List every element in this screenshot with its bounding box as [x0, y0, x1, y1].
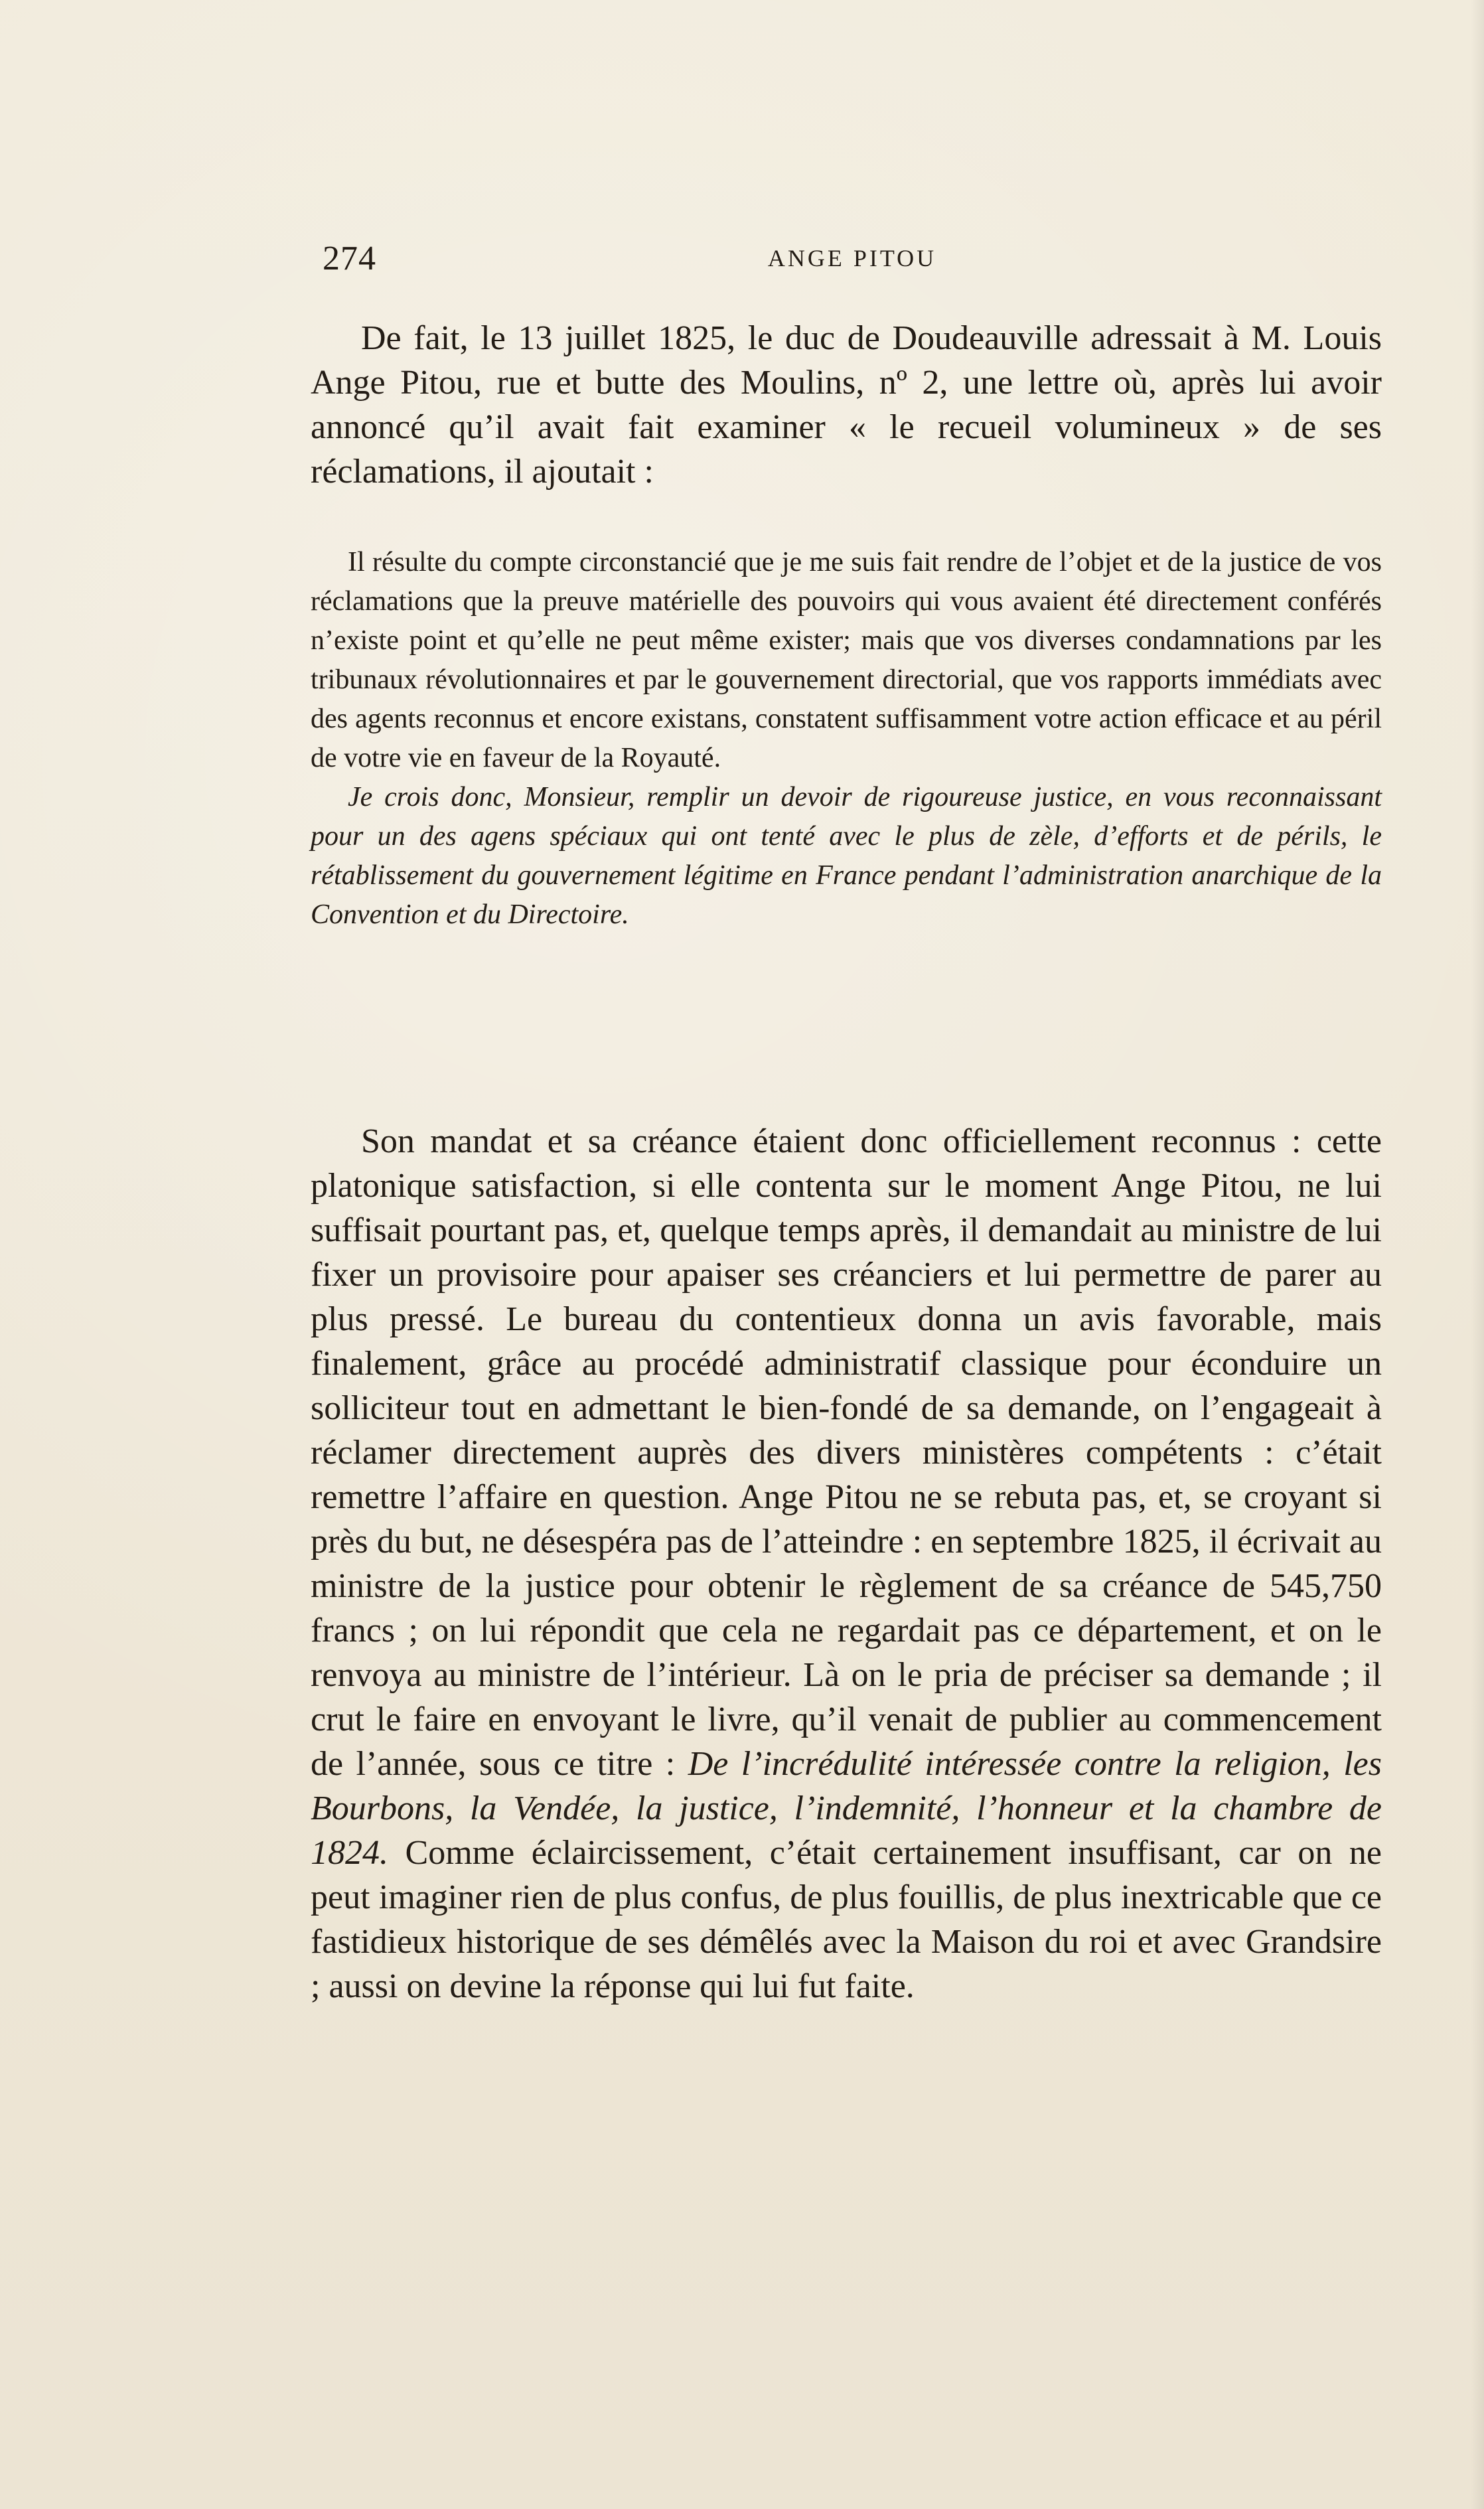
book-title-italic: De l’incrédulité intéressée contre la religion, les Bourbons, la Vendée, la justice, l’indemnité, l’honneur et la chambre de 1824.: [311, 1745, 1382, 1872]
quote-paragraph-2: Je crois donc, Monsieur, remplir un devoir de rigoureuse justice, en vous reconnaissant pour un des agens spéciaux qui ont tenté avec le plus de zèle, d’efforts et de périls, le rétablissement du gouvernement légitime en France pendant l’administration anarchique de la Convention et du Directoire.: [311, 782, 1382, 930]
paper-edge-shadow: [1471, 0, 1484, 2509]
paragraph-main-text-before: Son mandat et sa créance étaient donc officiellement reconnus : cette platonique satisfaction, si elle contenta sur le moment Ange Pitou, ne lui suffisait pourtant pas, et, quelque temps après, il demandait au ministre de lui fixer un provisoire pour apaiser ses créanciers et lui permettre de parer au plus pressé. Le bureau du contentieux donna un avis favorable, mais finalement, grâce au procédé administratif classique pour éconduire un solliciteur tout en admettant le bien-fondé de sa demande, on l’engageait à réclamer directement auprès des divers ministères compétents : c’était remettre l’affaire en question. Ange Pitou ne se rebuta pas, et, se croyant si près du but, ne désespéra pas de l’atteindre : en septembre 1825, il écrivait au ministre de la justice pour obtenir le règlement de sa créance de 545,750 francs ; on lui répondit que cela ne regardait pas ce département, et on le renvoya au ministre de l’intérieur. Là on le pria de préciser sa demande ; il crut le faire en envoyant le livre, qu’il venait de publier au commencement de l’année, sous ce titre :: [311, 1122, 1382, 1783]
page-header: [323, 239, 1382, 285]
page-number: 274: [323, 240, 376, 277]
quoted-letter: [311, 543, 1382, 935]
paragraph-intro: De fait, le 13 juillet 1825, le duc de Doudeauville adressait à M. Louis Ange Pitou, rue et butte des Moulins, nº 2, une lettre où, après lui avoir annoncé qu’il avait fait examiner « le recueil volumineux » de ses réclamations, il ajoutait :: [311, 319, 1382, 491]
paragraph-main: [311, 1119, 1382, 2009]
running-title: ANGE PITOU: [767, 245, 937, 271]
quote-paragraph-1: Il résulte du compte circonstancié que je me suis fait rendre de l’objet et de la justice de vos réclamations que la preuve matérielle des pouvoirs qui vous avaient été directement conférés n’existe point et qu’elle ne peut même exister; mais que vos diverses condamnations par les tribunaux révolutionnaires et par le gouvernement directorial, que vos rapports immédiats avec des agents reconnus et encore existans, constatent suffisamment votre action efficace et au péril de votre vie en faveur de la Royauté.: [311, 547, 1382, 773]
paragraph-main-text-after: Comme éclaircissement, c’était certainement insuffisant, car on ne peut imaginer rien de plus confus, de plus fouillis, de plus inextricable que ce fastidieux historique de ses démêlés avec la Maison du roi et avec Grandsire ; aussi on devine la réponse qui lui fut faite.: [311, 1834, 1382, 2005]
